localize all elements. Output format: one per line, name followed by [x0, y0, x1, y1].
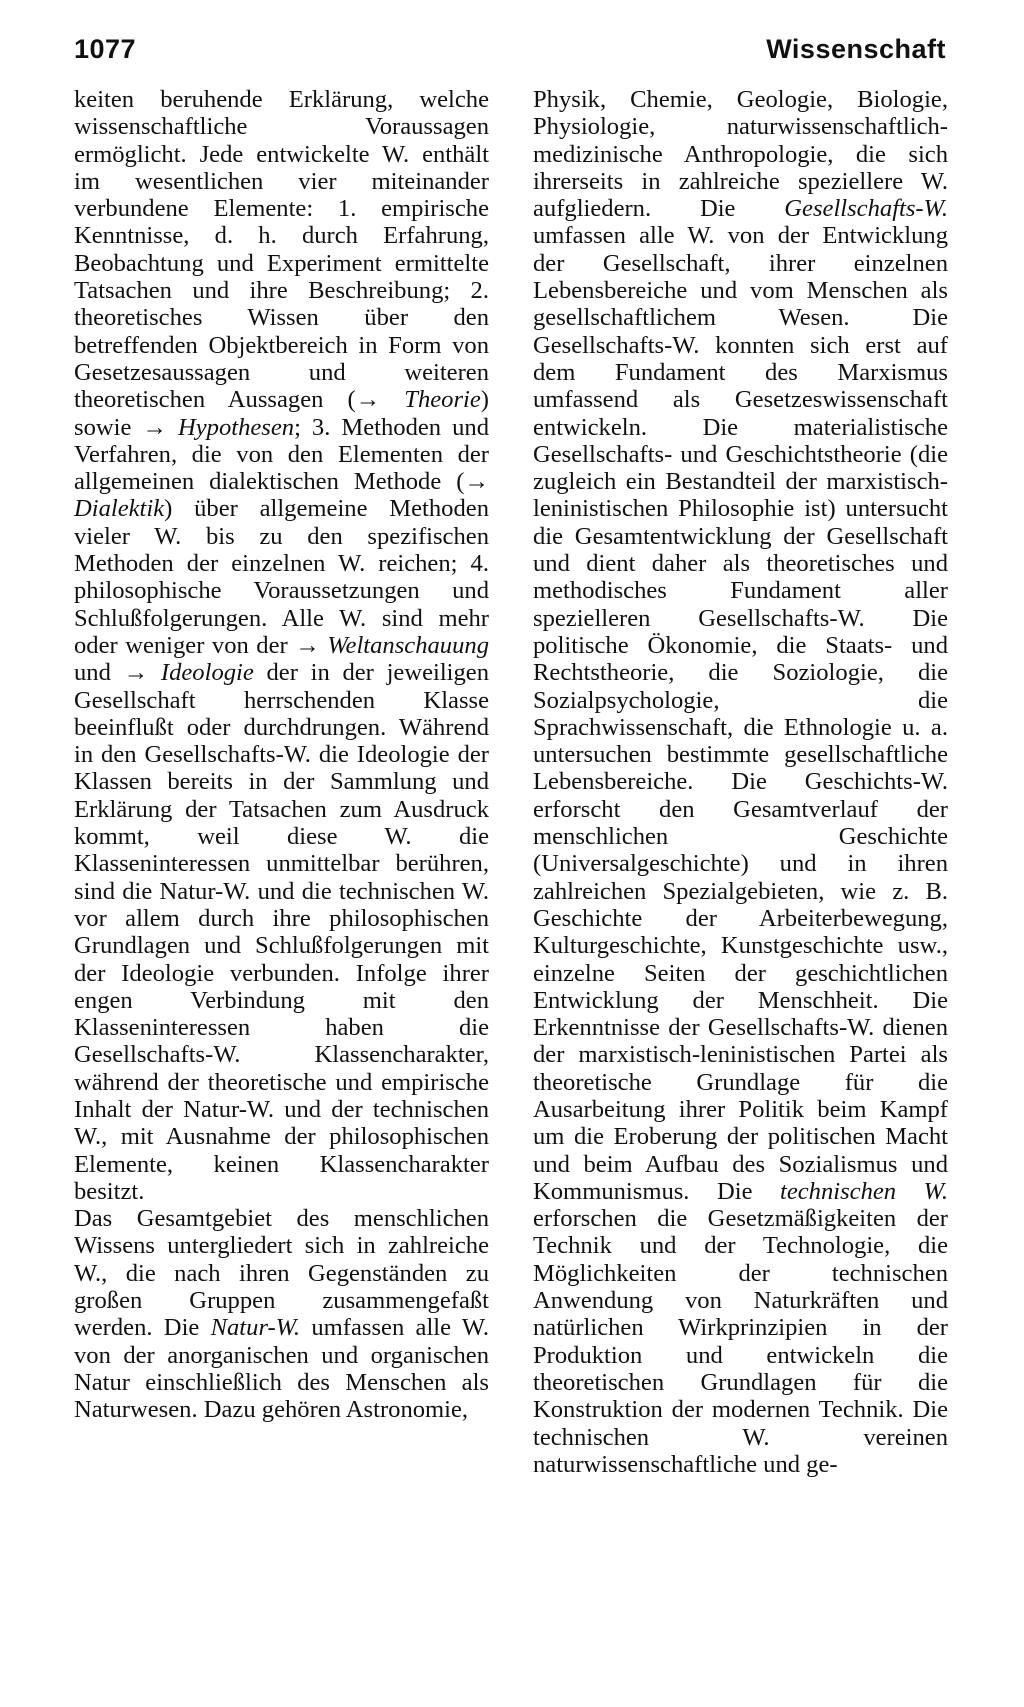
text-run: umfassen alle W. von der anorganischen und organischen Natur einschließlich des Menschen als Naturwesen. Dazu gehören Astronomie, [74, 1314, 489, 1424]
left-column [74, 86, 489, 1424]
italic-term: Gesellschafts-W. [784, 195, 948, 223]
italic-term: Ideologie [160, 659, 254, 687]
text-run: der in der jeweiligen Gesellschaft herrschenden Klasse beeinflußt oder durchdrungen. Während in den Gesellschafts-W. die Ideologie der Klassen bereits in der Sammlung und Erklärung der Tatsachen zum Ausdruck kommt, weil diese W. die Klasseninteressen unmittelbar berühren, sind die Natur-W. und die technischen W. vor allem durch ihre philosophischen Grundlagen und Schlußfolgerungen mit der Ideologie verbunden. Infolge ihrer engen Verbindung mit den Klasseninteressen haben die Gesellschafts-W. Klassencharakter, während der theoretische und empirische Inhalt der Natur-W. und der technischen W., mit Ausnahme der philosophischen Elemente, keinen Klassencharakter besitzt. [74, 659, 489, 1205]
right-paragraph-1 [533, 86, 948, 1478]
italic-term: Theorie [404, 386, 481, 414]
right-column [533, 86, 948, 1478]
text-run: erforschen die Gesetzmäßigkeiten der Technik und der Technologie, die Möglichkeiten der technischen Anwendung von Naturkräften und natürlichen Wirkprinzipien in der Produktion und entwickeln die theoretischen Grundlagen für die Konstruktion der modernen Technik. Die technischen W. vereinen naturwissenschaftliche und ge- [533, 1205, 948, 1478]
italic-term: Dialektik [74, 495, 165, 523]
page-number: 1077 [74, 34, 137, 64]
running-title: Wissenschaft [766, 34, 946, 64]
left-paragraph-1 [74, 86, 489, 1205]
text-run: ) über allgemeine Methoden vieler W. bis zu den spezifischen Methoden der einzelnen W. reichen; 4. philosophische Voraussetzungen und Schlußfolgerungen. Alle W. sind mehr oder weniger von der → [74, 495, 489, 659]
page-header [74, 34, 946, 65]
italic-term: Hypothesen [177, 413, 295, 441]
text-run: ) sowie → [74, 386, 489, 441]
italic-term: Weltanschauung [327, 631, 489, 659]
text-run: keiten beruhende Erklärung, welche wissenschaftliche Voraussagen ermöglicht. Jede entwickelte W. enthält im wesentlichen vier miteinander verbundene Elemente: 1. empirische Kenntnisse, d. h. durch Erfahrung, Beobachtung und Experiment ermittelte Tatsachen und ihre Beschreibung; 2. theoretisches Wissen über den betreffenden Objektbereich in Form von Gesetzesaussagen und weiteren theoretischen Aussagen (→ [74, 86, 489, 414]
text-run: Das Gesamtgebiet des menschlichen Wissens untergliedert sich in zahlreiche W., die nach ihren Gegenständen zu großen Gruppen zusammengefaßt werden. Die [74, 1205, 489, 1342]
left-paragraph-2 [74, 1205, 489, 1423]
italic-term: technischen W. [780, 1177, 948, 1205]
text-run: und → [74, 659, 161, 687]
italic-term: Natur-W. [210, 1314, 301, 1342]
text-run: ; 3. Methoden und Verfahren, die von den Elementen der allgemeinen dialektischen Methode (→ [74, 413, 489, 496]
text-run: Physik, Chemie, Geologie, Biologie, Physiologie, naturwissenschaftlich-medizinische Anthropologie, die sich ihrerseits in zahlreiche speziellere W. aufgliedern. Die [533, 86, 948, 223]
text-run: umfassen alle W. von der Entwicklung der Gesellschaft, ihrer einzelnen Lebensbereiche und vom Menschen als gesellschaftlichem Wesen. Die Gesellschafts-W. konnten sich erst auf dem Fundament des Marxismus umfassend als Gesetzeswissenschaft entwickeln. Die materialistische Gesellschafts- und Geschichtstheorie (die zugleich ein Bestandteil der marxistisch-leninistischen Philosophie ist) untersucht die Gesamtentwicklung der Gesellschaft und dient daher als theoretisches und methodisches Fundament aller spezielleren Gesellschafts-W. Die politische Ökonomie, die Staats- und Rechtstheorie, die Soziologie, die Sozialpsychologie, die Sprachwissenschaft, die Ethnologie u. a. untersuchen bestimmte gesellschaftliche Lebensbereiche. Die Geschichts-W. erforscht den Gesamtverlauf der menschlichen Geschichte (Universalgeschichte) und in ihren zahlreichen Spezialgebieten, wie z. B. Geschichte der Arbeiterbewegung, Kulturgeschichte, Kunstgeschichte usw., einzelne Seiten der geschichtlichen Entwicklung der Menschheit. Die Erkenntnisse der Gesellschafts-W. dienen der marxistisch-leninistischen Partei als theoretische Grundlage für die Ausarbeitung ihrer Politik beim Kampf um die Eroberung der politischen Macht und beim Aufbau des Sozialismus und Kommunismus. Die [533, 222, 948, 1205]
